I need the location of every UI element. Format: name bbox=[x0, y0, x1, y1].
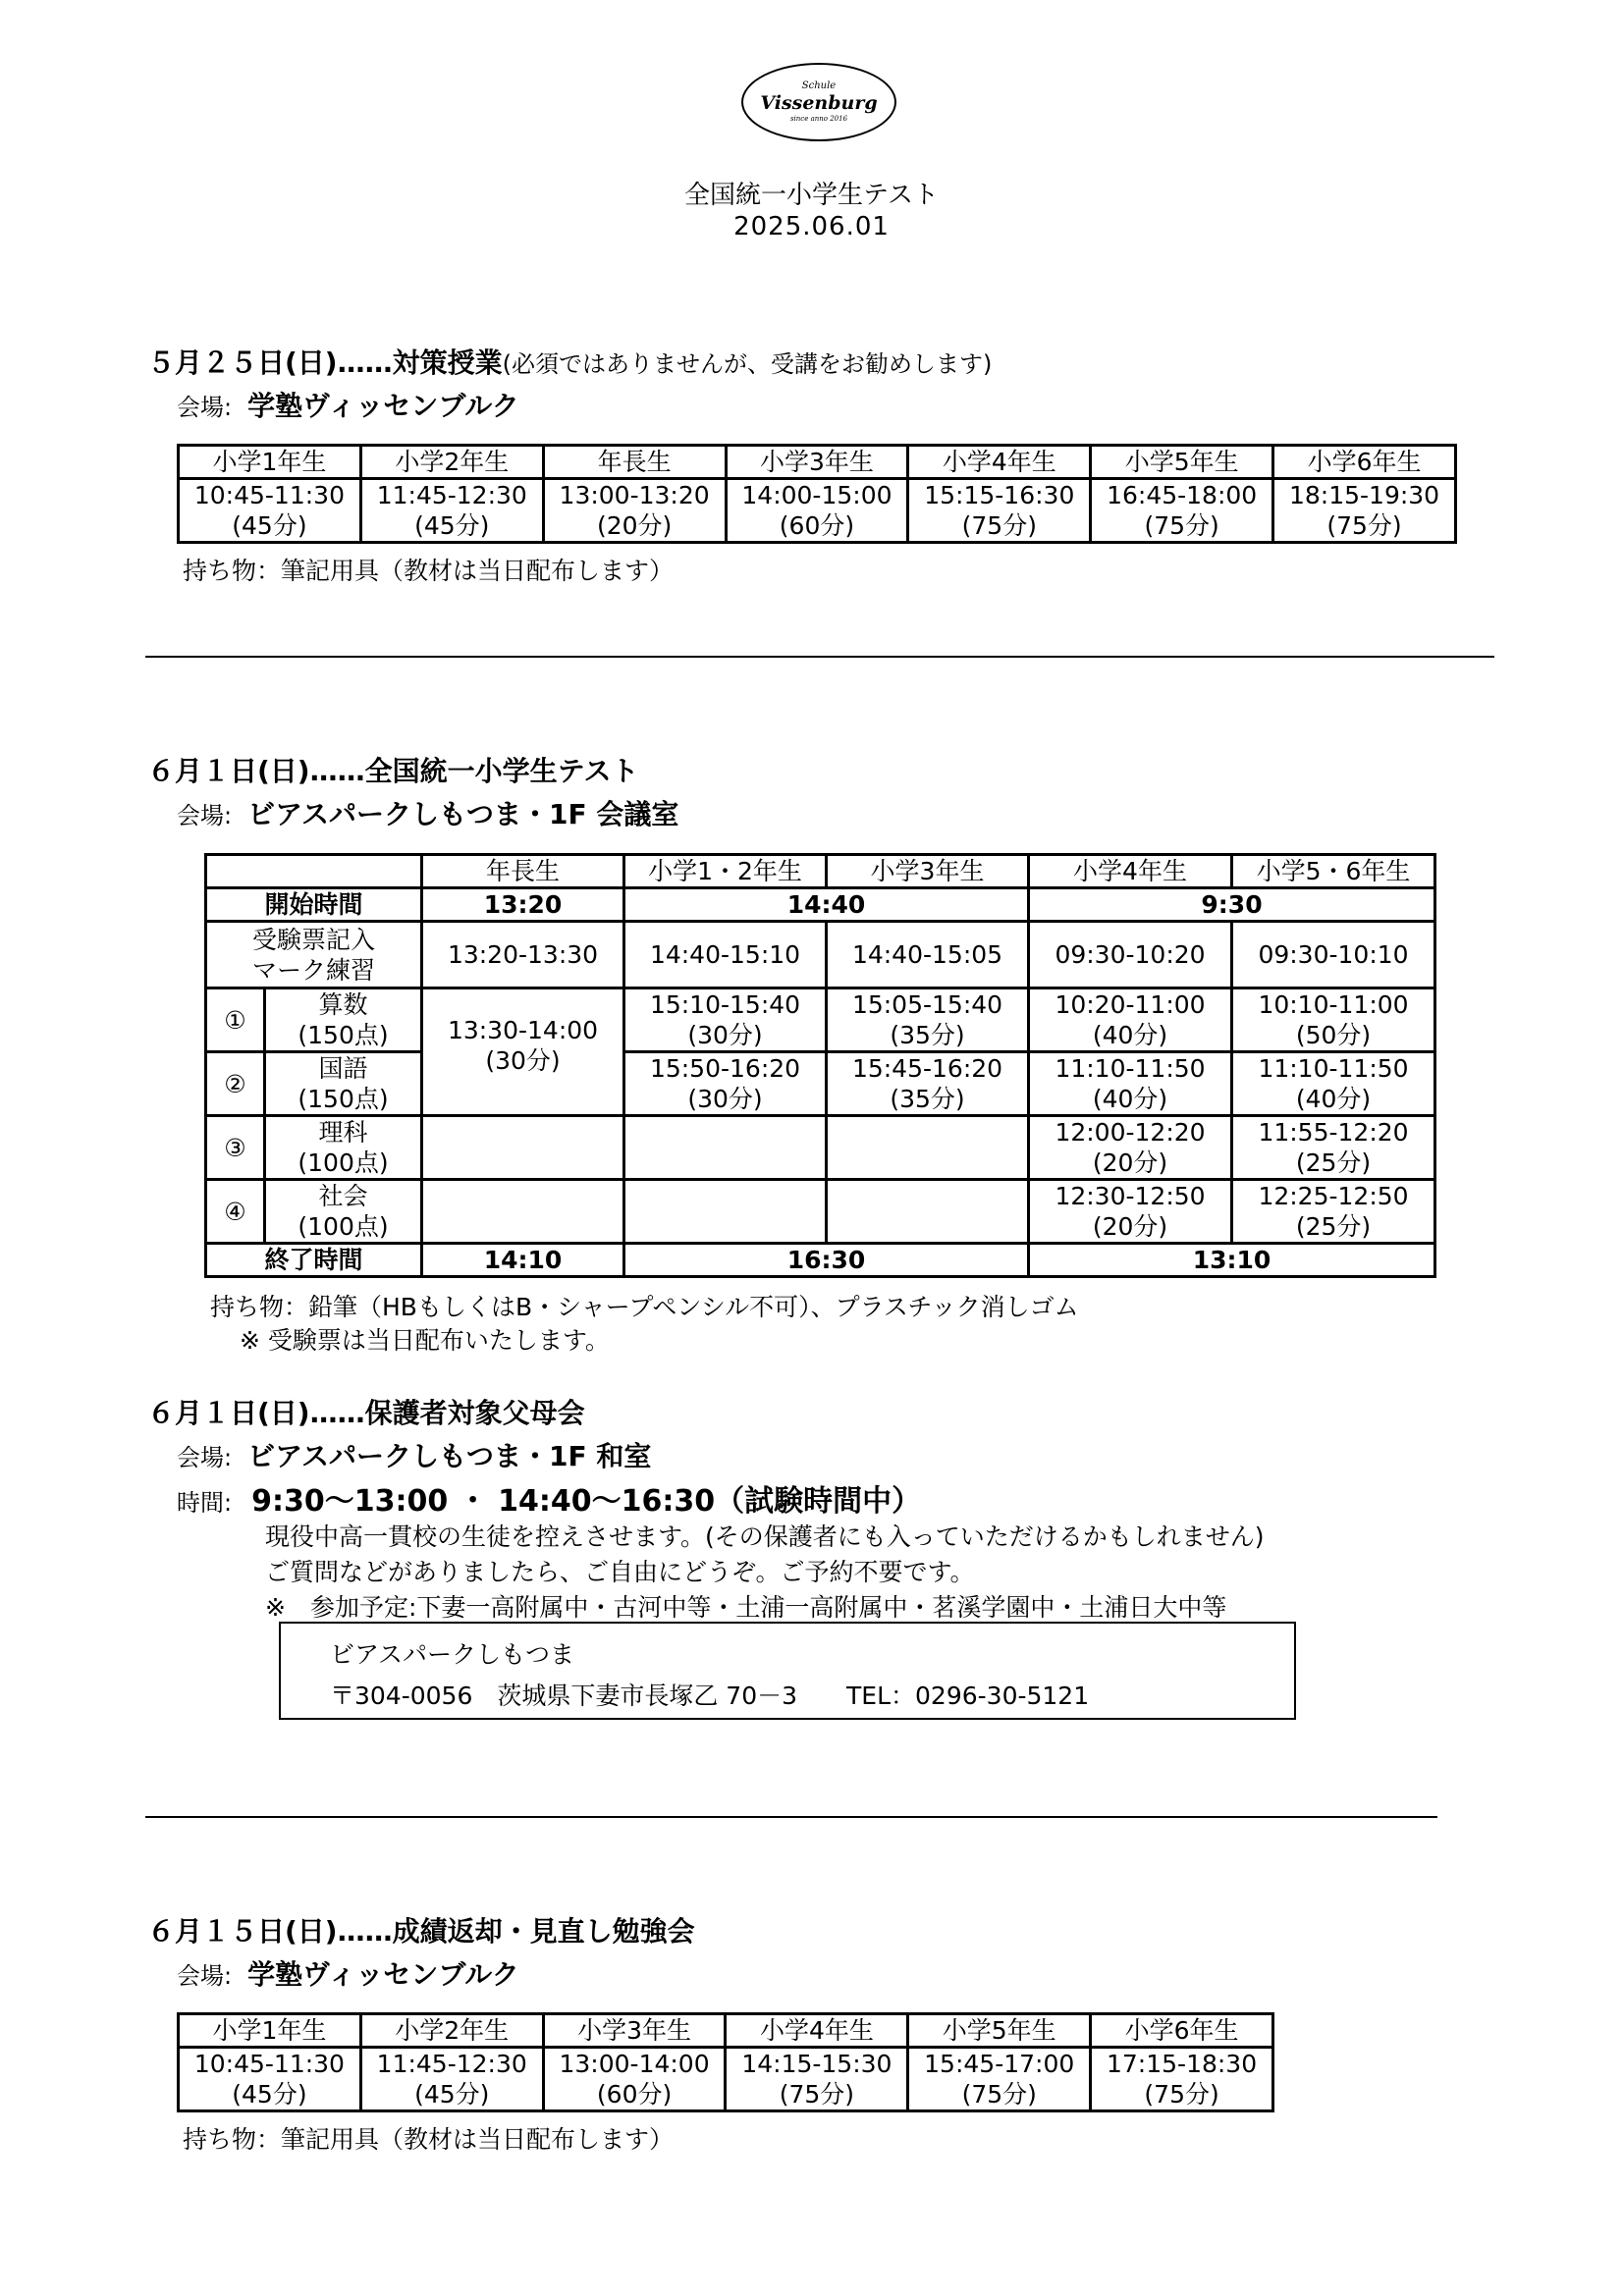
time-cell bbox=[1029, 1116, 1232, 1180]
end-time-label: 終了時間 bbox=[206, 1244, 422, 1277]
subject-label: 社会 bbox=[318, 1182, 368, 1210]
time-cell bbox=[1091, 2048, 1273, 2111]
venue-label: 会場: bbox=[177, 1962, 233, 1990]
time-range: 15:45-17:00 bbox=[924, 2050, 1075, 2078]
time-range: 15:50-16:20 bbox=[649, 1054, 801, 1083]
table-row bbox=[179, 446, 1456, 479]
blank-header bbox=[206, 855, 422, 888]
grade-header: 小学2年生 bbox=[360, 446, 543, 479]
section-divider bbox=[145, 1816, 1437, 1818]
grade-header: 小学3年生 bbox=[726, 446, 908, 479]
start-time-g1-3: 14:40 bbox=[624, 888, 1029, 922]
grade-header: 小学5・6年生 bbox=[1232, 855, 1435, 888]
venue-line bbox=[177, 1953, 519, 1993]
time-range: 15:45-16:20 bbox=[851, 1054, 1003, 1083]
time-cell bbox=[1232, 988, 1435, 1052]
time-range: 10:45-11:30 bbox=[193, 2050, 345, 2078]
subject-name bbox=[265, 988, 422, 1052]
duration: (30分) bbox=[485, 1046, 561, 1075]
duration: (75分) bbox=[961, 511, 1037, 540]
time-label: 時間: bbox=[177, 1489, 233, 1517]
logo-top-text: Schule bbox=[801, 80, 837, 91]
venue-line bbox=[177, 793, 678, 832]
empty-cell bbox=[827, 1180, 1029, 1244]
venue-name: 学塾ヴィッセンブルク bbox=[247, 390, 519, 422]
time-range: 15:10-15:40 bbox=[649, 990, 801, 1019]
duration: (20分) bbox=[596, 511, 673, 540]
grade-header: 小学5年生 bbox=[908, 2014, 1091, 2048]
time-cell bbox=[1273, 479, 1456, 543]
duration: (45分) bbox=[232, 511, 307, 540]
time-range: 13:30-14:00 bbox=[447, 1016, 599, 1044]
duration: (45分) bbox=[414, 2080, 490, 2109]
time-range: 15:15-16:30 bbox=[924, 481, 1075, 509]
grade-header: 小学4年生 bbox=[1029, 855, 1232, 888]
subject-label: 算数 bbox=[318, 990, 368, 1019]
time-range: 11:10-11:50 bbox=[1055, 1054, 1206, 1083]
duration: (40分) bbox=[1092, 1021, 1168, 1049]
table-row bbox=[206, 855, 1435, 888]
time-cell bbox=[908, 2048, 1091, 2111]
time-cell bbox=[179, 479, 361, 543]
document-date: 2025.06.01 bbox=[733, 212, 890, 241]
time-range: 14:15-15:30 bbox=[741, 2050, 893, 2078]
time-cell: 13:20-13:30 bbox=[422, 922, 624, 988]
table-row bbox=[206, 1244, 1435, 1277]
kinder-time-cell bbox=[422, 988, 624, 1116]
time-cell: 09:30-10:20 bbox=[1029, 922, 1232, 988]
subject-label: 国語 bbox=[318, 1054, 368, 1083]
table-row bbox=[179, 479, 1456, 543]
empty-cell bbox=[422, 1116, 624, 1180]
time-cell bbox=[1232, 1180, 1435, 1244]
duration: (40分) bbox=[1092, 1085, 1168, 1113]
table-row bbox=[206, 922, 1435, 988]
time-value: 9:30～13:00 ・ 14:40～16:30（試験時間中） bbox=[251, 1484, 922, 1519]
start-time-kinder: 13:20 bbox=[422, 888, 624, 922]
time-cell bbox=[360, 2048, 543, 2111]
venue-line bbox=[177, 385, 519, 424]
duration: (75分) bbox=[1144, 2080, 1219, 2109]
start-time-g4-6: 9:30 bbox=[1029, 888, 1435, 922]
empty-cell bbox=[624, 1180, 827, 1244]
duration: (60分) bbox=[779, 511, 855, 540]
logo-bottom-text: since anno 2016 bbox=[789, 115, 848, 123]
time-cell bbox=[624, 988, 827, 1052]
duration: (35分) bbox=[890, 1085, 965, 1113]
time-cell bbox=[1091, 479, 1273, 543]
venue-name: ビアスパークしもつま・1F 会議室 bbox=[247, 798, 679, 830]
duration: (30分) bbox=[687, 1085, 763, 1113]
time-range: 11:55-12:20 bbox=[1258, 1118, 1409, 1147]
registration-label bbox=[206, 922, 422, 988]
venue-label: 会場: bbox=[177, 394, 233, 421]
venue-name: ビアスパークしもつま・1F 和室 bbox=[247, 1440, 652, 1472]
empty-cell bbox=[624, 1116, 827, 1180]
info-line-students: 現役中高一貫校の生徒を控えさせます。(その保護者にも入っていただけるかもしれません) bbox=[265, 1522, 1265, 1551]
grade-header: 年長生 bbox=[543, 446, 726, 479]
table-row bbox=[206, 1052, 1435, 1116]
subject-points: (100点) bbox=[298, 1148, 389, 1177]
time-cell bbox=[827, 988, 1029, 1052]
time-range: 18:15-19:30 bbox=[1288, 481, 1440, 509]
duration: (45分) bbox=[232, 2080, 307, 2109]
grade-header: 小学1年生 bbox=[179, 446, 361, 479]
grade-header: 小学4年生 bbox=[908, 446, 1091, 479]
time-cell bbox=[908, 479, 1091, 543]
start-time-label: 開始時間 bbox=[206, 888, 422, 922]
duration: (40分) bbox=[1295, 1085, 1372, 1113]
time-range: 12:00-12:20 bbox=[1055, 1118, 1206, 1147]
subject-number: ① bbox=[206, 988, 265, 1052]
time-range: 11:45-12:30 bbox=[376, 2050, 527, 2078]
table-row bbox=[179, 2048, 1273, 2111]
time-cell: 14:40-15:05 bbox=[827, 922, 1029, 988]
duration: (20分) bbox=[1092, 1212, 1168, 1241]
section-heading-prep-class bbox=[147, 342, 992, 381]
time-cell bbox=[1029, 1180, 1232, 1244]
duration: (20分) bbox=[1092, 1148, 1168, 1177]
items-to-bring: 持ち物：筆記用具（教材は当日配布します） bbox=[183, 2125, 675, 2154]
end-time-g1-3: 16:30 bbox=[624, 1244, 1029, 1277]
duration: (50分) bbox=[1295, 1021, 1372, 1049]
table-row bbox=[206, 888, 1435, 922]
time-cell bbox=[179, 2048, 361, 2111]
time-line bbox=[177, 1476, 921, 1520]
table-row bbox=[206, 1116, 1435, 1180]
address-box bbox=[279, 1622, 1296, 1720]
time-range: 14:00-15:00 bbox=[741, 481, 893, 509]
grade-header: 小学4年生 bbox=[726, 2014, 908, 2048]
time-range: 17:15-18:30 bbox=[1107, 2050, 1258, 2078]
time-range: 11:45-12:30 bbox=[376, 481, 527, 509]
time-range: 12:30-12:50 bbox=[1055, 1182, 1206, 1210]
subject-number: ④ bbox=[206, 1180, 265, 1244]
duration: (75分) bbox=[1144, 511, 1219, 540]
venue-label: 会場: bbox=[177, 802, 233, 829]
table-row bbox=[206, 988, 1435, 1052]
venue-label: 会場: bbox=[177, 1444, 233, 1471]
venue-name: 学塾ヴィッセンブルク bbox=[247, 1958, 519, 1991]
subject-number: ③ bbox=[206, 1116, 265, 1180]
section-heading-text: ５月２５日(日)……対策授業 bbox=[147, 347, 503, 379]
duration: (25分) bbox=[1295, 1148, 1372, 1177]
empty-cell bbox=[422, 1180, 624, 1244]
table-row bbox=[206, 1180, 1435, 1244]
logo-name: Vissenburg bbox=[760, 92, 878, 114]
grade-header: 小学2年生 bbox=[360, 2014, 543, 2048]
end-time-kinder: 14:10 bbox=[422, 1244, 624, 1277]
section-heading-test: ６月１日(日)……全国統一小学生テスト bbox=[147, 755, 639, 787]
info-line-schools: ※ 参加予定:下妻一高附属中・古河中等・土浦一高附属中・茗溪学園中・土浦日大中等 bbox=[265, 1593, 1227, 1622]
grade-header: 小学6年生 bbox=[1273, 446, 1456, 479]
time-range: 11:10-11:50 bbox=[1258, 1054, 1409, 1083]
duration: (75分) bbox=[779, 2080, 855, 2109]
duration: (75分) bbox=[961, 2080, 1037, 2109]
address-venue-name: ビアスパークしもつま bbox=[330, 1640, 575, 1669]
time-range: 16:45-18:00 bbox=[1107, 481, 1258, 509]
duration: (45分) bbox=[414, 511, 490, 540]
ticket-note: ※ 受験票は当日配布いたします。 bbox=[240, 1326, 610, 1355]
time-range: 10:10-11:00 bbox=[1258, 990, 1409, 1019]
subject-points: (100点) bbox=[298, 1212, 389, 1241]
grade-header: 小学3年生 bbox=[543, 2014, 726, 2048]
time-cell bbox=[726, 2048, 908, 2111]
empty-cell bbox=[827, 1116, 1029, 1180]
time-range: 13:00-13:20 bbox=[559, 481, 710, 509]
grade-header: 年長生 bbox=[422, 855, 624, 888]
registration-label-line1: 受験票記入 bbox=[251, 925, 375, 954]
section-heading-review-session: ６月１５日(日)……成績返却・見直し勉強会 bbox=[147, 1915, 695, 1948]
items-to-bring: 持ち物：鉛筆（HBもしくはB・シャープペンシル不可）、プラスチック消しゴム bbox=[210, 1293, 1079, 1321]
time-cell bbox=[1232, 1052, 1435, 1116]
time-cell bbox=[726, 479, 908, 543]
time-cell bbox=[1029, 1052, 1232, 1116]
review-schedule-table bbox=[177, 2012, 1274, 2112]
subject-name bbox=[265, 1052, 422, 1116]
grade-header: 小学1・2年生 bbox=[624, 855, 827, 888]
time-cell: 14:40-15:10 bbox=[624, 922, 827, 988]
time-cell bbox=[827, 1052, 1029, 1116]
end-time-g4-6: 13:10 bbox=[1029, 1244, 1435, 1277]
duration: (60分) bbox=[596, 2080, 673, 2109]
address-line: 〒304-0056 茨城県下妻市長塚乙 70－3 TEL：0296-30-5121 bbox=[330, 1682, 1090, 1710]
section-divider bbox=[145, 656, 1494, 658]
items-to-bring: 持ち物：筆記用具（教材は当日配布します） bbox=[183, 557, 675, 585]
registration-label-line2: マーク練習 bbox=[251, 955, 375, 985]
time-cell bbox=[1029, 988, 1232, 1052]
duration: (30分) bbox=[687, 1021, 763, 1049]
time-range: 12:25-12:50 bbox=[1258, 1182, 1409, 1210]
subject-points: (150点) bbox=[298, 1085, 389, 1113]
duration: (35分) bbox=[890, 1021, 965, 1049]
subject-number: ② bbox=[206, 1052, 265, 1116]
section-heading-note: (必須ではありませんが、受講をお勧めします) bbox=[502, 350, 993, 378]
prep-class-schedule-table bbox=[177, 444, 1457, 544]
school-logo bbox=[741, 63, 896, 141]
time-cell bbox=[543, 2048, 726, 2111]
time-cell bbox=[360, 479, 543, 543]
time-range: 13:00-14:00 bbox=[559, 2050, 710, 2078]
subject-name bbox=[265, 1116, 422, 1180]
venue-line bbox=[177, 1435, 651, 1474]
grade-header: 小学1年生 bbox=[179, 2014, 361, 2048]
subject-points: (150点) bbox=[298, 1021, 389, 1049]
grade-header: 小学6年生 bbox=[1091, 2014, 1273, 2048]
time-range: 10:45-11:30 bbox=[193, 481, 345, 509]
test-schedule-table bbox=[204, 853, 1436, 1278]
time-range: 15:05-15:40 bbox=[851, 990, 1003, 1019]
subject-label: 理科 bbox=[318, 1118, 368, 1147]
time-cell bbox=[624, 1052, 827, 1116]
table-row bbox=[179, 2014, 1273, 2048]
duration: (75分) bbox=[1326, 511, 1402, 540]
document-title: 全国統一小学生テスト bbox=[684, 181, 939, 210]
duration: (25分) bbox=[1295, 1212, 1372, 1241]
info-line-questions: ご質問などがありましたら、ご自由にどうぞ。ご予約不要です。 bbox=[265, 1558, 975, 1586]
grade-header: 小学5年生 bbox=[1091, 446, 1273, 479]
grade-header: 小学3年生 bbox=[827, 855, 1029, 888]
time-cell bbox=[1232, 1116, 1435, 1180]
subject-name bbox=[265, 1180, 422, 1244]
time-cell bbox=[543, 479, 726, 543]
section-heading-parents-meeting: ６月１日(日)……保護者対象父母会 bbox=[147, 1397, 585, 1429]
time-cell: 09:30-10:10 bbox=[1232, 922, 1435, 988]
time-range: 10:20-11:00 bbox=[1055, 990, 1206, 1019]
